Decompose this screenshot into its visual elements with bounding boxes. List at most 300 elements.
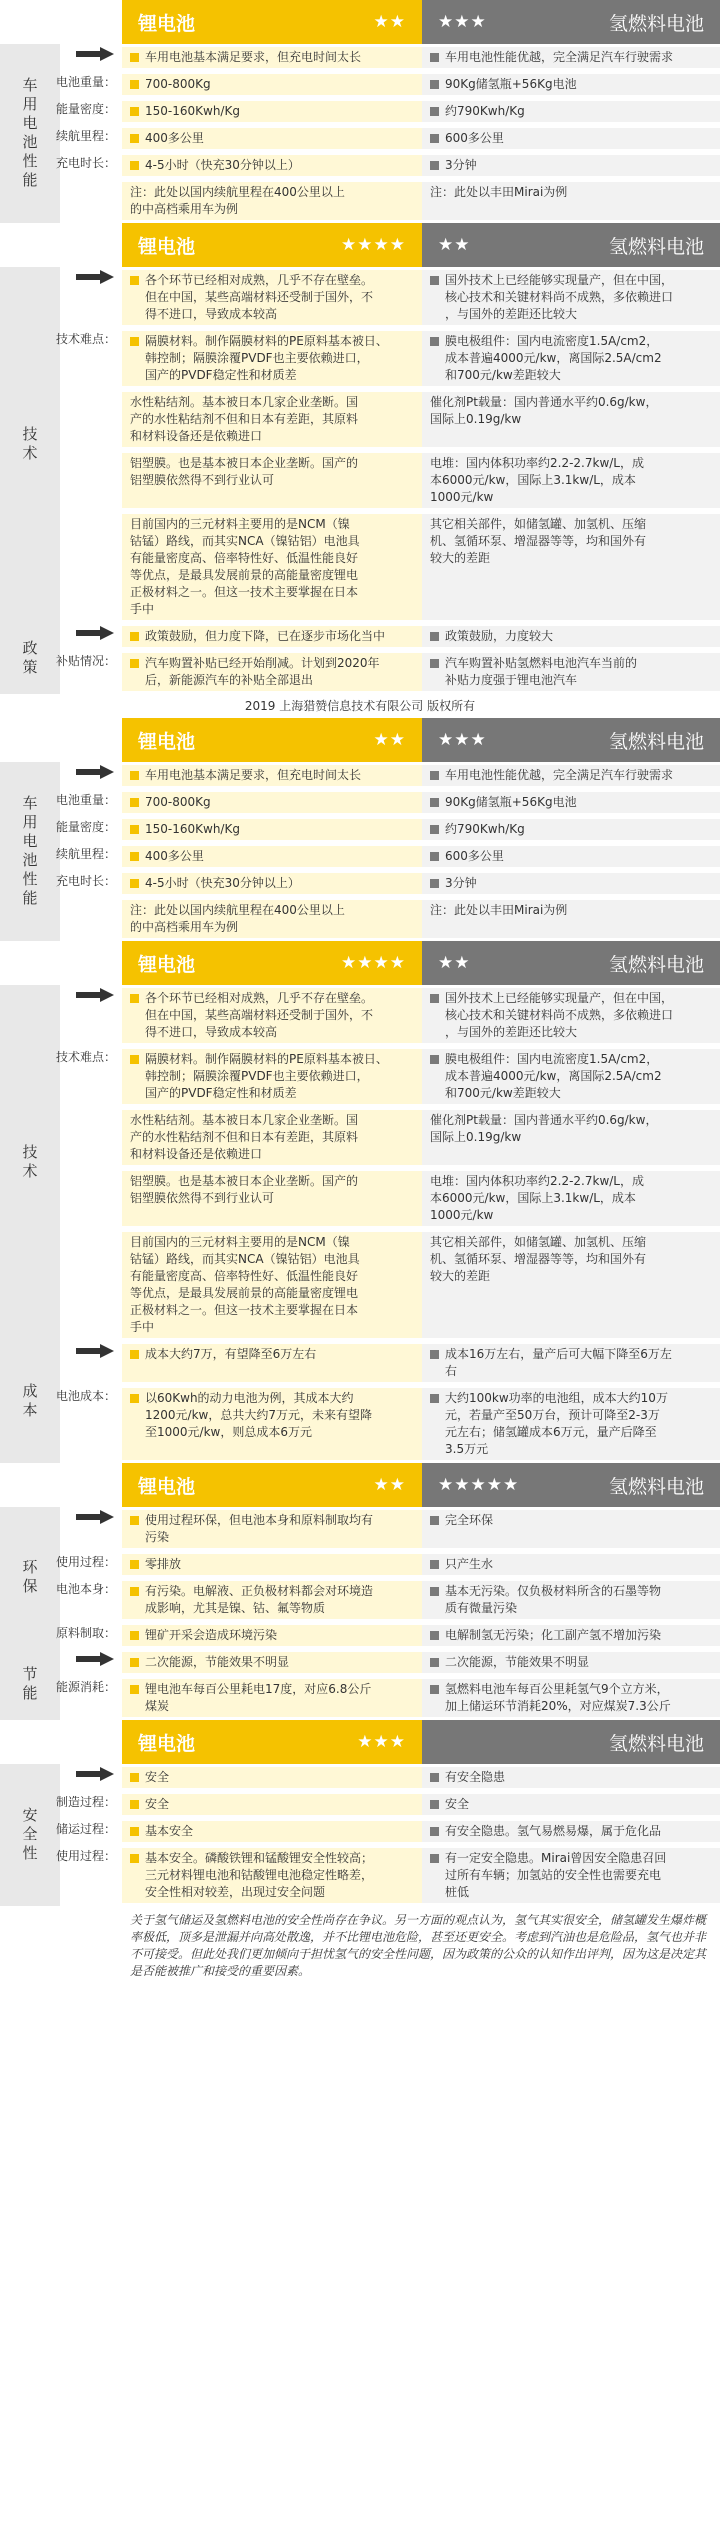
lithium-cell-text: 基本安全。磷酸铁锂和锰酸锂安全性较高； 三元材料锂电池和钴酸锂电池稳定性略差， 安全性相对较差，出现过安全问题: [145, 1851, 374, 1899]
lithium-cell: [122, 1510, 422, 1548]
lithium-cell: [122, 1652, 422, 1673]
gray-bullet-icon: [430, 852, 439, 861]
hydrogen-cell: [422, 1049, 720, 1104]
lithium-cell: [122, 155, 422, 176]
section-side-label: [0, 1341, 60, 1463]
section-side-label: [0, 1764, 60, 1906]
hydrogen-battery-header: [422, 1720, 720, 1764]
comparison-row: [55, 328, 720, 389]
comparison-row: [55, 152, 720, 179]
comparison-row: [55, 1818, 720, 1845]
lithium-cell: [122, 392, 422, 447]
row-label: [60, 988, 122, 1002]
lithium-cell-text: 隔膜材料。制作隔膜材料的PE原料基本被日、 韩控制；隔膜涂覆PVDF也主要依赖进口， 国产的PVDF稳定性和材质差: [145, 334, 388, 382]
lithium-cell: [122, 792, 422, 813]
row-label: [55, 1679, 122, 1696]
row-label-text: 能量密度：: [55, 102, 116, 116]
hydrogen-cell-text: 有安全隐患。氢气易燃易爆，属于危化品: [445, 1824, 662, 1838]
lithium-rating-stars: ★★: [373, 1475, 406, 1495]
lithium-battery-header: [122, 941, 422, 985]
lithium-cell-text: 有污染。电解液、正负极材料都会对环境造 成影响，尤其是镍、钴、氟等物质: [145, 1584, 374, 1615]
gray-bullet-icon: [430, 53, 439, 62]
row-label: [55, 1388, 122, 1405]
hydrogen-battery-header: [422, 1463, 720, 1507]
gray-bullet-icon: [430, 1394, 439, 1403]
lithium-cell-text: 铝塑膜。也是基本被日本企业垄断。国产的 铝塑膜依然得不到行业认可: [130, 456, 359, 487]
lithium-cell: [122, 1625, 422, 1646]
hydrogen-cell: [422, 1821, 720, 1842]
section-title: 技术: [20, 1144, 39, 1182]
lithium-cell-text: 安全: [145, 1770, 170, 1784]
section-side-label: [0, 267, 60, 623]
row-label: [60, 626, 122, 640]
lithium-cell-text: 4-5小时（快充30分钟以上）: [145, 158, 300, 172]
lithium-cell: [122, 1049, 422, 1104]
row-label: [55, 1581, 122, 1598]
yellow-bullet-icon: [130, 1658, 139, 1667]
row-label: [55, 873, 122, 890]
section-4: [0, 623, 720, 694]
lithium-title: 锂电池: [138, 1732, 196, 1755]
row-label: [55, 331, 122, 348]
section-title: 车用电池性能: [20, 794, 39, 909]
section-13: [0, 1649, 720, 1720]
hydrogen-cell: [422, 626, 720, 647]
hydrogen-cell: [422, 74, 720, 95]
comparison-row: [60, 179, 720, 223]
comparison-row: [55, 789, 720, 816]
comparison-row: [60, 389, 720, 450]
lithium-battery-header: [122, 223, 422, 267]
comparison-row: [55, 1791, 720, 1818]
yellow-bullet-icon: [130, 80, 139, 89]
lithium-title: 锂电池: [138, 12, 196, 35]
row-label: [55, 846, 122, 863]
yellow-bullet-icon: [130, 1773, 139, 1782]
section-body: [55, 1507, 720, 1649]
hydrogen-cell: [422, 1652, 720, 1673]
section-body: [55, 985, 720, 1341]
hydrogen-cell-text: 氢燃料电池车每百公里耗氢气9个立方米， 加上储运环节消耗20%，对应煤炭7.3公斤: [445, 1682, 671, 1713]
lithium-cell: [122, 1679, 422, 1717]
hydrogen-cell-text: 膜电极组件：国内电流密度1.5A/cm2， 成本普遍4000元/kw，离国际2.5A/cm2 和700元/kw差距较大: [445, 1052, 662, 1100]
hydrogen-cell: [422, 453, 720, 508]
comparison-row: [55, 870, 720, 897]
comparison-row: [60, 267, 720, 328]
comparison-row: [55, 1551, 720, 1578]
lithium-title: 锂电池: [138, 953, 196, 976]
gray-bullet-icon: [430, 1560, 439, 1569]
lithium-cell-text: 政策鼓励，但力度下降，已在逐步市场化当中: [145, 629, 386, 643]
lithium-cell-text: 目前国内的三元材料主要用的是NCM（镍 钴锰）路线，而其实NCA（镍钴铝）电池具 有能量密度高、倍率特性好、低温性能良好 等优点，是最具发展前景的高能量密度锂电 正极材料之一。但这一技术主要掌握在日本 手中: [130, 1235, 360, 1334]
lithium-cell: [122, 846, 422, 867]
hydrogen-cell: [422, 1344, 720, 1382]
yellow-bullet-icon: [130, 852, 139, 861]
lithium-cell: [122, 1821, 422, 1842]
hydrogen-cell: [422, 792, 720, 813]
lithium-cell: [122, 900, 422, 938]
lithium-cell-text: 4-5小时（快充30分钟以上）: [145, 876, 300, 890]
hydrogen-cell: [422, 1510, 720, 1548]
hydrogen-cell: [422, 1679, 720, 1717]
lithium-cell-text: 锂电池车每百公里耗电17度，对应6.8公斤 煤炭: [145, 1682, 372, 1713]
section-side-label: [0, 44, 60, 223]
hydrogen-title: 氢燃料电池: [608, 730, 704, 753]
row-label-text: 储运过程：: [55, 1822, 116, 1836]
row-label-text: 使用过程：: [55, 1555, 116, 1569]
lithium-cell-text: 使用过程环保，但电池本身和原料制取均有 污染: [145, 1513, 374, 1544]
section-side-label: [0, 623, 60, 694]
hydrogen-battery-header: [422, 718, 720, 762]
gray-bullet-icon: [430, 1685, 439, 1694]
hydrogen-cell-text: 约790Kwh/Kg: [445, 822, 525, 836]
lithium-cell: [122, 101, 422, 122]
comparison-row: [60, 1168, 720, 1229]
lithium-cell-text: 水性粘结剂。基本被日本几家企业垄断。国 产的水性粘结剂不但和日本有差距，其原料 和材料设备还是依赖进口: [130, 1113, 359, 1161]
lithium-cell: [122, 128, 422, 149]
lithium-cell: [122, 1554, 422, 1575]
hydrogen-cell-text: 安全: [445, 1797, 470, 1811]
yellow-bullet-icon: [130, 798, 139, 807]
section-body: [55, 44, 720, 223]
hydrogen-cell-text: 约790Kwh/Kg: [445, 104, 525, 118]
hydrogen-cell-text: 电堆：国内体积功率约2.2-2.7kw/L，成 本6000元/kw，国际上3.1kw/L，成本 1000元/kw: [430, 1174, 644, 1222]
comparison-row: [60, 623, 720, 650]
comparison-row: [55, 816, 720, 843]
hydrogen-cell-text: 国外技术上已经能够实现量产，但在中国， 核心技术和关键材料尚不成熟，多依赖进口 ，与国外的差距还比较大: [445, 991, 674, 1039]
gray-bullet-icon: [430, 80, 439, 89]
row-label: [55, 653, 122, 670]
hydrogen-cell-text: 催化剂Pt载量：国内普通水平约0.6g/kw， 国际上0.19g/kw: [430, 1113, 658, 1144]
hydrogen-cell-text: 注：此处以丰田Mirai为例: [430, 903, 568, 917]
gray-bullet-icon: [430, 659, 439, 668]
lithium-cell: [122, 1794, 422, 1815]
section-3: [0, 267, 720, 623]
lithium-cell-text: 各个环节已经相对成熟，几乎不存在壁垒。 但在中国，某些高端材料还受制于国外，不 得不进口，导致成本较高: [145, 991, 374, 1039]
hydrogen-cell-text: 车用电池性能优越，完全满足汽车行驶需求: [445, 768, 674, 782]
gray-bullet-icon: [430, 1055, 439, 1064]
yellow-bullet-icon: [130, 1394, 139, 1403]
lithium-cell: [122, 514, 422, 620]
gray-bullet-icon: [430, 1658, 439, 1667]
lithium-cell-text: 基本安全: [145, 1824, 194, 1838]
lithium-cell-text: 车用电池基本满足要求，但充电时间太长: [145, 50, 362, 64]
arrow-right-icon: [76, 47, 114, 61]
arrow-right-icon: [76, 270, 114, 284]
hydrogen-cell: [422, 1625, 720, 1646]
yellow-bullet-icon: [130, 825, 139, 834]
hydrogen-cell-text: 基本无污染。仅负极材料所含的石墨等物 质有微量污染: [445, 1584, 662, 1615]
hydrogen-cell: [422, 514, 720, 620]
row-label: [60, 270, 122, 284]
section-12: [0, 1507, 720, 1649]
hydrogen-rating-stars: ★★★: [438, 12, 487, 32]
lithium-cell: [122, 1232, 422, 1338]
lithium-cell-text: 隔膜材料。制作隔膜材料的PE原料基本被日、 韩控制；隔膜涂覆PVDF也主要依赖进口， 国产的PVDF稳定性和材质差: [145, 1052, 388, 1100]
hydrogen-battery-header: [422, 0, 720, 44]
section-title: 技术: [20, 426, 39, 464]
hydrogen-title: 氢燃料电池: [608, 1475, 704, 1498]
hydrogen-cell-text: 成本16万左右，量产后可大幅下降至6万左 右: [445, 1347, 672, 1378]
hydrogen-battery-header: [422, 941, 720, 985]
yellow-bullet-icon: [130, 994, 139, 1003]
section-side-label: [0, 1649, 60, 1720]
hydrogen-cell: [422, 1171, 720, 1226]
row-label: [55, 101, 122, 118]
lithium-cell: [122, 1767, 422, 1788]
yellow-bullet-icon: [130, 1560, 139, 1569]
hydrogen-title: 氢燃料电池: [608, 1732, 704, 1755]
yellow-bullet-icon: [130, 659, 139, 668]
section-side-label: [0, 762, 60, 941]
yellow-bullet-icon: [130, 1516, 139, 1525]
lithium-cell: [122, 1110, 422, 1165]
gray-bullet-icon: [430, 161, 439, 170]
lithium-cell-text: 二次能源，节能效果不明显: [145, 1655, 290, 1669]
comparison-row: [60, 1649, 720, 1676]
footnote-text: 关于氢气储运及氢燃料电池的安全性尚存在争议。另一方面的观点认为，氢气其实很安全，储氢罐发生爆炸概率极低，顶多是泄漏并向高处散逸，并不比锂电池危险，甚至还更安全。考虑到汽油也是危险品，氢气也并非不可接受。但此处我们更加倾向于担忧氢气的安全性问题，因为政策的公众的认知作出评判，因为这是决定其是否能被推广和接受的重要因素。: [130, 1913, 707, 1978]
comparison-banner: [122, 941, 720, 985]
row-label-text: 电池成本：: [55, 1389, 116, 1403]
comparison-banner: [122, 0, 720, 44]
section-body: [55, 267, 720, 623]
hydrogen-cell-text: 膜电极组件：国内电流密度1.5A/cm2， 成本普遍4000元/kw，离国际2.5A/cm2 和700元/kw差距较大: [445, 334, 662, 382]
hydrogen-cell: [422, 653, 720, 691]
lithium-cell: [122, 182, 422, 220]
gray-bullet-icon: [430, 771, 439, 780]
gray-bullet-icon: [430, 798, 439, 807]
lithium-cell: [122, 765, 422, 786]
hydrogen-cell-text: 电堆：国内体积功率约2.2-2.7kw/L，成 本6000元/kw，国际上3.1kw/L，成本 1000元/kw: [430, 456, 644, 504]
section-side-label: [0, 985, 60, 1341]
hydrogen-battery-header: [422, 223, 720, 267]
lithium-rating-stars: ★★: [373, 730, 406, 750]
hydrogen-cell: [422, 155, 720, 176]
lithium-cell-text: 700-800Kg: [145, 795, 211, 809]
hydrogen-cell: [422, 1794, 720, 1815]
arrow-right-icon: [76, 1510, 114, 1524]
gray-bullet-icon: [430, 1800, 439, 1809]
section-body: [55, 1341, 720, 1463]
hydrogen-cell-text: 车用电池性能优越，完全满足汽车行驶需求: [445, 50, 674, 64]
lithium-cell-text: 以60Kwh的动力电池为例，其成本大约 1200元/kw，总共大约7万元，未来有望降 至1000元/kw，则总成本6万元: [145, 1391, 372, 1439]
hydrogen-cell: [422, 846, 720, 867]
yellow-bullet-icon: [130, 53, 139, 62]
lithium-cell-text: 150-160Kwh/Kg: [145, 104, 240, 118]
section-title: 政策: [20, 639, 39, 678]
lithium-cell-text: 车用电池基本满足要求，但充电时间太长: [145, 768, 362, 782]
section-10: [0, 1341, 720, 1463]
section-15: [0, 1764, 720, 1906]
gray-bullet-icon: [430, 825, 439, 834]
comparison-row: [60, 1341, 720, 1385]
section-1: [0, 44, 720, 223]
hydrogen-cell-text: 90Kg储氢瓶+56Kg电池: [445, 795, 577, 809]
lithium-cell: [122, 1848, 422, 1903]
gray-bullet-icon: [430, 107, 439, 116]
yellow-bullet-icon: [130, 771, 139, 780]
arrow-right-icon: [76, 626, 114, 640]
gray-bullet-icon: [430, 337, 439, 346]
lithium-cell: [122, 1388, 422, 1460]
yellow-bullet-icon: [130, 632, 139, 641]
hydrogen-cell: [422, 1554, 720, 1575]
hydrogen-cell: [422, 819, 720, 840]
lithium-cell: [122, 626, 422, 647]
yellow-bullet-icon: [130, 1827, 139, 1836]
arrow-right-icon: [76, 1652, 114, 1666]
row-label-text: 充电时长：: [55, 874, 116, 888]
hydrogen-cell: [422, 1848, 720, 1903]
lithium-cell: [122, 47, 422, 68]
hydrogen-cell: [422, 392, 720, 447]
row-label-text: 能源消耗：: [55, 1680, 116, 1694]
comparison-row: [55, 1385, 720, 1463]
row-label: [55, 74, 122, 91]
lithium-battery-header: [122, 1720, 422, 1764]
comparison-row: [55, 98, 720, 125]
hydrogen-rating-stars: ★★★: [438, 730, 487, 750]
arrow-right-icon: [76, 1767, 114, 1781]
section-body: [55, 1649, 720, 1720]
section-body: [55, 623, 720, 694]
lithium-cell: [122, 988, 422, 1043]
comparison-banner: [122, 1463, 720, 1507]
row-label: [60, 47, 122, 61]
row-label-text: 制造过程：: [55, 1795, 116, 1809]
yellow-bullet-icon: [130, 276, 139, 285]
lithium-title: 锂电池: [138, 1475, 196, 1498]
comparison-row: [55, 1046, 720, 1107]
row-label: [55, 1848, 122, 1865]
lithium-cell-text: 零排放: [145, 1557, 182, 1571]
lithium-cell: [122, 270, 422, 325]
section-title: 安全性: [20, 1806, 39, 1864]
arrow-right-icon: [76, 1344, 114, 1358]
hydrogen-cell-text: 其它相关部件，如储氢罐、加氢机、压缩 机、氢循环泵、增湿器等等，均和国外有 较大的差距: [430, 1235, 647, 1283]
hydrogen-cell: [422, 47, 720, 68]
lithium-title: 锂电池: [138, 730, 196, 753]
gray-bullet-icon: [430, 276, 439, 285]
comparison-row: [55, 1676, 720, 1720]
row-label-text: 电池本身：: [55, 1582, 116, 1596]
hydrogen-cell: [422, 1581, 720, 1619]
row-label-text: 原料制取：: [55, 1626, 116, 1640]
gray-bullet-icon: [430, 1827, 439, 1836]
hydrogen-cell: [422, 182, 720, 220]
lithium-cell: [122, 873, 422, 894]
hydrogen-cell-text: 600多公里: [445, 849, 504, 863]
comparison-row: [60, 450, 720, 511]
yellow-bullet-icon: [130, 879, 139, 888]
lithium-cell: [122, 653, 422, 691]
section-body: [55, 1764, 720, 1906]
comparison-banner: [122, 1720, 720, 1764]
gray-bullet-icon: [430, 1854, 439, 1863]
lithium-cell-text: 700-800Kg: [145, 77, 211, 91]
lithium-rating-stars: ★★★★: [341, 235, 406, 255]
yellow-bullet-icon: [130, 1800, 139, 1809]
hydrogen-cell-text: 催化剂Pt载量：国内普通水平约0.6g/kw， 国际上0.19g/kw: [430, 395, 658, 426]
lithium-rating-stars: ★★★★: [341, 953, 406, 973]
comparison-row: [60, 985, 720, 1046]
yellow-bullet-icon: [130, 1685, 139, 1694]
hydrogen-rating-stars: ★★★★★: [438, 1475, 520, 1495]
row-label-text: 续航里程：: [55, 129, 116, 143]
yellow-bullet-icon: [130, 1350, 139, 1359]
hydrogen-cell: [422, 1388, 720, 1460]
gray-bullet-icon: [430, 134, 439, 143]
lithium-cell: [122, 1171, 422, 1226]
section-title: 成本: [20, 1383, 39, 1421]
hydrogen-cell: [422, 988, 720, 1043]
hydrogen-title: 氢燃料电池: [608, 235, 704, 258]
yellow-bullet-icon: [130, 134, 139, 143]
row-label-text: 电池重量：: [55, 793, 116, 807]
yellow-bullet-icon: [130, 1587, 139, 1596]
hydrogen-cell-text: 3分钟: [445, 158, 477, 172]
comparison-row: [55, 650, 720, 694]
row-label: [60, 1767, 122, 1781]
section-9: [0, 985, 720, 1341]
row-label: [55, 1794, 122, 1811]
lithium-cell: [122, 453, 422, 508]
gray-bullet-icon: [430, 1587, 439, 1596]
section-side-label: [0, 1507, 60, 1649]
hydrogen-cell-text: 电解制氢无污染；化工副产氢不增加污染: [445, 1628, 662, 1642]
row-label: [55, 1049, 122, 1066]
lithium-cell-text: 各个环节已经相对成熟，几乎不存在壁垒。 但在中国，某些高端材料还受制于国外，不 得不进口，导致成本较高: [145, 273, 374, 321]
hydrogen-cell: [422, 128, 720, 149]
gray-bullet-icon: [430, 879, 439, 888]
comparison-banner: [122, 223, 720, 267]
lithium-cell-text: 铝塑膜。也是基本被日本企业垄断。国产的 铝塑膜依然得不到行业认可: [130, 1174, 359, 1205]
section-title: 环保: [20, 1559, 39, 1597]
comparison-row: [55, 843, 720, 870]
row-label-text: 补贴情况：: [55, 654, 116, 668]
yellow-bullet-icon: [130, 161, 139, 170]
lithium-battery-header: [122, 0, 422, 44]
comparison-row: [60, 1107, 720, 1168]
row-label: [60, 1510, 122, 1524]
lithium-cell-text: 安全: [145, 1797, 170, 1811]
comparison-row: [60, 1764, 720, 1791]
yellow-bullet-icon: [130, 1854, 139, 1863]
row-label-text: 技术难点：: [55, 332, 116, 346]
hydrogen-cell-text: 90Kg储氢瓶+56Kg电池: [445, 77, 577, 91]
comparison-row: [55, 71, 720, 98]
hydrogen-cell-text: 大约100kw功率的电池组，成本大约10万 元，若量产至50万台，预计可降至2-3万 元左右；储氢罐成本6万元，量产后降至 3.5万元: [445, 1391, 668, 1456]
hydrogen-cell-text: 有安全隐患: [445, 1770, 506, 1784]
hydrogen-cell-text: 完全环保: [445, 1513, 494, 1527]
hydrogen-cell: [422, 1232, 720, 1338]
yellow-bullet-icon: [130, 107, 139, 116]
hydrogen-cell: [422, 900, 720, 938]
row-label: [55, 1821, 122, 1838]
hydrogen-cell-text: 只产生水: [445, 1557, 494, 1571]
gray-bullet-icon: [430, 994, 439, 1003]
hydrogen-rating-stars: ★★: [438, 235, 471, 255]
arrow-right-icon: [76, 765, 114, 779]
hydrogen-cell: [422, 1110, 720, 1165]
yellow-bullet-icon: [130, 1055, 139, 1064]
lithium-title: 锂电池: [138, 235, 196, 258]
comparison-row: [55, 1622, 720, 1649]
row-label: [55, 1625, 122, 1642]
gray-bullet-icon: [430, 1773, 439, 1782]
lithium-cell-text: 汽车购置补贴已经开始削减。计划到2020年 后，新能源汽车的补贴全部退出: [145, 656, 380, 687]
gray-bullet-icon: [430, 1516, 439, 1525]
